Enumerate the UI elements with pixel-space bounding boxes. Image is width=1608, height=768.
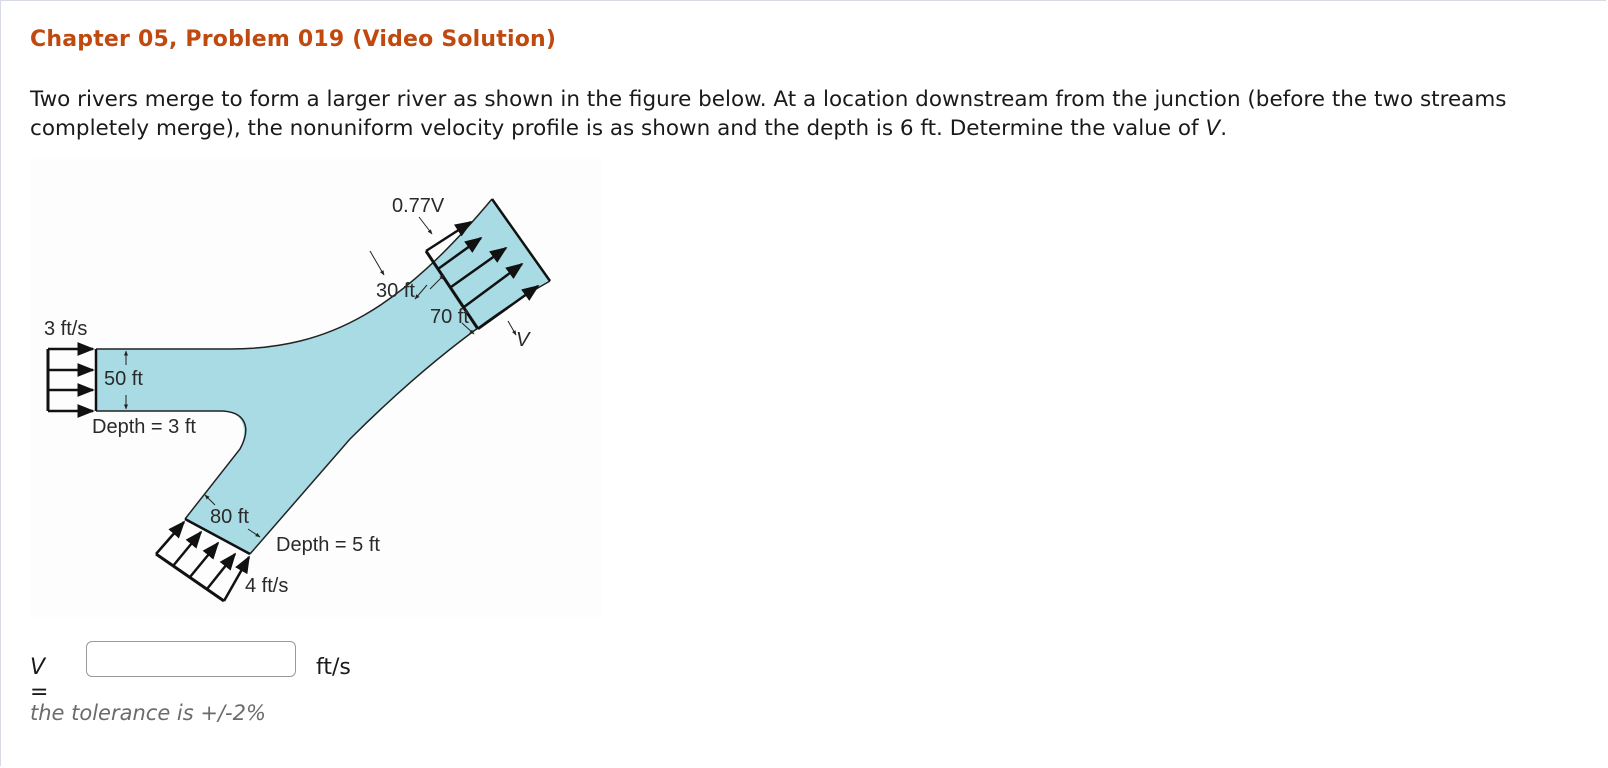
problem-statement xyxy=(30,85,1530,143)
outlet-width-label-1: 30 ft xyxy=(376,280,415,302)
bottom-depth-label: Depth = 5 ft xyxy=(276,534,380,556)
tolerance-note: the tolerance is +/-2% xyxy=(30,701,266,725)
left-depth-label: Depth = 3 ft xyxy=(92,416,196,438)
river-water xyxy=(96,199,550,554)
left-velocity-label: 3 ft/s xyxy=(44,318,88,340)
outlet-width-label-2: 70 ft xyxy=(430,306,469,328)
river-junction-figure xyxy=(30,159,602,617)
answer-input[interactable] xyxy=(86,641,296,677)
answer-unit: ft/s xyxy=(316,655,351,680)
problem-variable: V xyxy=(1205,116,1221,141)
bottom-velocity-label: 4 ft/s xyxy=(245,575,289,597)
bottom-width-label: 80 ft xyxy=(210,506,249,528)
problem-text-end: . xyxy=(1220,116,1228,141)
outlet-velocity-label-1: 0.77V xyxy=(392,195,445,217)
answer-variable-label: V = xyxy=(30,655,49,705)
river-diagram xyxy=(30,159,602,617)
outlet-velocity-label-2: V xyxy=(516,329,530,351)
problem-title: Chapter 05, Problem 019 (Video Solution) xyxy=(30,27,557,52)
problem-text: Two rivers merge to form a larger river as shown in the figure below. At a location downstream from the junction (before the two streams completely merge), the nonuniform velocity profile is as shown and the depth is 6 ft. Determine the value of xyxy=(30,87,1507,141)
left-width-label: 50 ft xyxy=(104,368,143,390)
